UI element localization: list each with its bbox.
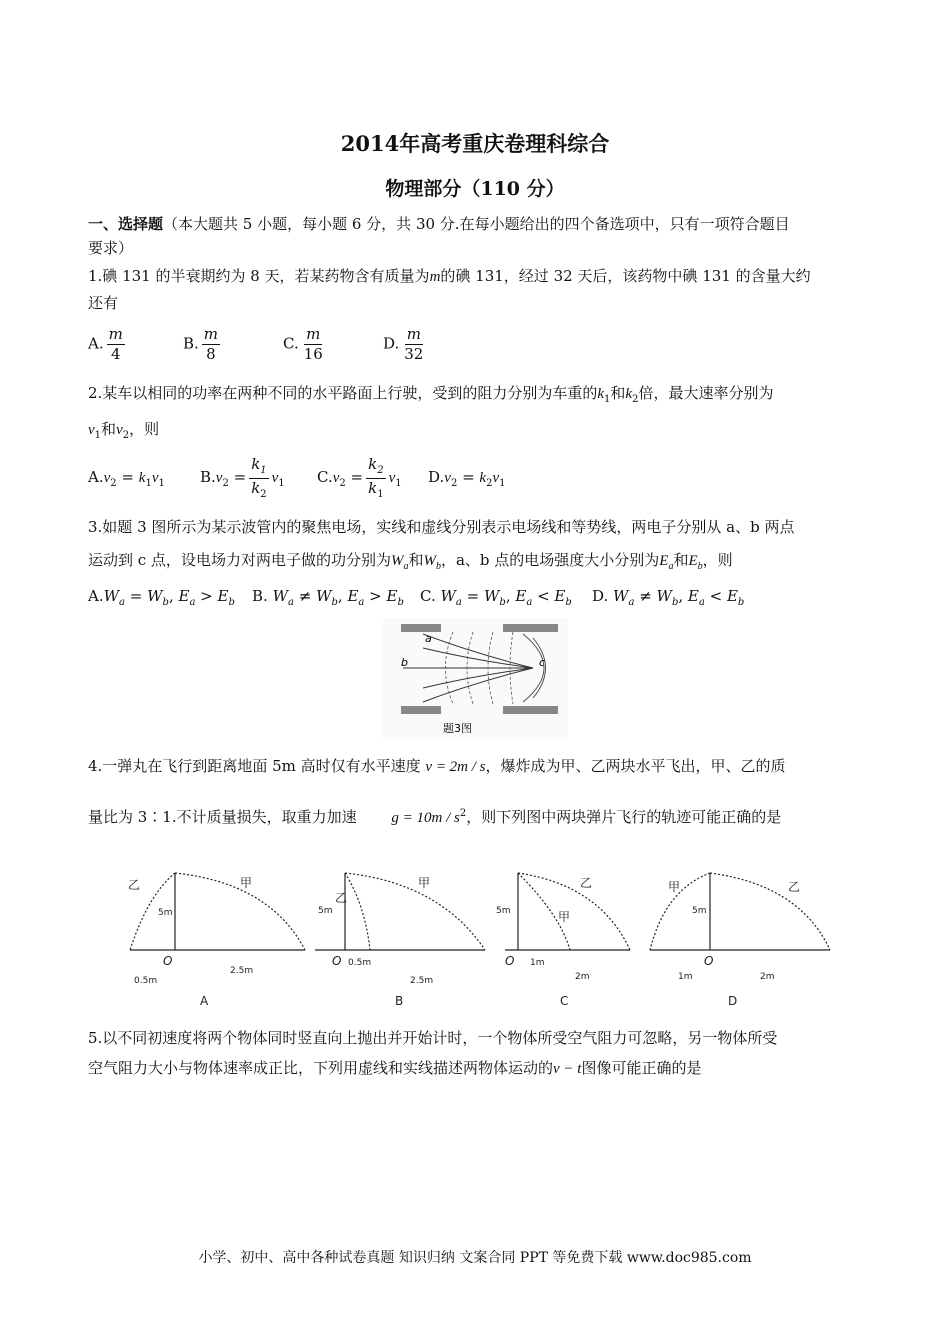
q3-figure [383, 618, 568, 740]
q1-option-b: B. $\frac{m}{8}$ [183, 325, 219, 363]
q4c-height: 5m [496, 906, 511, 916]
q2-option-b: $B.v_2$ = $\frac{k_1}{k_2}$ $v_1$ [200, 455, 285, 500]
q4-line1: 4.一弹丸在飞行到距离地面 5m 高时仅有水平速度 v = 2m / s，爆炸成为甲、乙两块水平飞出，甲、乙的质 [88, 757, 786, 775]
section-desc-1: （本大题共 5 小题，每小题 6 分，共 30 分.在每小题给出的四个备选项中，只有一项符合题目 [163, 215, 790, 233]
fig-label-c: c [539, 656, 546, 669]
q4a-origin: O [163, 954, 173, 968]
q2-line1: 2.某车以相同的功率在两种不同的水平路面上行驶，受到的阻力分别为车重的$k_1$和$k_2$倍，最大速率分别为 [88, 384, 774, 405]
q2-option-d: $D.v_2 = k_2v_1$ [428, 468, 506, 489]
q3-line1: 3.如题 3 图所示为某示波管内的聚焦电场，实线和虚线分别表示电场线和等势线，两电子分别从 a、b 两点 [88, 518, 795, 536]
q1-line2: 还有 [88, 294, 119, 312]
q4-line2: 量比为 3∶1.不计质量损失，取重力加速 $g = 10m / s^2$，则下列图中两块弹片飞行的轨迹可能正确的是 [88, 808, 782, 826]
fig-label-b: b [401, 656, 408, 669]
q2-line2: $v_1$和$v_2$，则 [88, 420, 160, 441]
q3-option-d: D. $W_a \ne W_b$, $E_a < E_b$ [592, 587, 745, 608]
q4d-left-dist: 1m [678, 972, 693, 982]
q1-option-d: D. $\frac{m}{32}$ [383, 325, 424, 363]
section-intro [88, 213, 790, 234]
q4c-left-dist: 1m [530, 958, 545, 968]
section-desc-2: 要求） [88, 239, 134, 257]
page-title: 2014年高考重庆卷理科综合 [340, 131, 610, 156]
q4a-right-piece: 甲 [240, 876, 253, 890]
q1-option-c: C. $\frac{m}{16}$ [283, 325, 323, 363]
q3-option-b: B. $W_a \ne W_b$, $E_a > E_b$ [252, 587, 404, 608]
q4b-left-dist: 0.5m [348, 958, 372, 968]
q3-caption: 题3图 [443, 722, 472, 735]
q2-option-c: $C.v_2$ = $\frac{k_2}{k_1}$ $v_1$ [317, 455, 402, 500]
q4a-label: A [200, 994, 209, 1008]
q4c-right-dist: 2m [575, 972, 590, 982]
q3-option-c: C. $W_a = W_b$, $E_a < E_b$ [420, 587, 572, 608]
q4b-right-piece: 甲 [418, 876, 431, 890]
q4d-label: D [728, 994, 738, 1008]
section-heading: 一、选择题 [88, 215, 164, 233]
q4-figures [120, 855, 840, 1010]
q5-line1: 5.以不同初速度将两个物体同时竖直向上抛出并开始计时，一个物体所受空气阻力可忽略，另一物体所受 [88, 1029, 778, 1047]
q4c-left-piece: 甲 [558, 910, 571, 924]
q2-option-a: $A.v_2 = k_1v_1$ [88, 468, 165, 489]
q4d-left-piece: 甲 [668, 880, 681, 894]
q4b-origin: O [332, 954, 342, 968]
q4b-height: 5m [318, 906, 333, 916]
q4a-left-piece: 乙 [128, 878, 141, 892]
q4b-right-dist: 2.5m [410, 976, 434, 986]
q4d-right-dist: 2m [760, 972, 775, 982]
q4a-left-dist: 0.5m [134, 976, 158, 986]
section-subtitle: 物理部分（110 分） [385, 178, 565, 200]
q4d-origin: O [704, 954, 714, 968]
q4a-height: 5m [158, 908, 173, 918]
q1-line1: 1.碘 131 的半衰期约为 8 天，若某药物含有质量为m的碘 131，经过 32 天后，该药物中碘 131 的含量大约 [88, 267, 811, 285]
q4b-left-piece: 乙 [335, 891, 348, 905]
q3-line2: 运动到 c 点，设电场力对两电子做的功分别为$W_a$和$W_b$，a、b 点的电场强度大小分别为$E_a$和$E_b$，则 [88, 551, 733, 572]
q1-option-a: A. $\frac{m}{4}$ [88, 325, 123, 363]
q3-option-a: $A.W_a = W_b$, $E_a > E_b$ [88, 587, 235, 608]
q4b-label: B [395, 994, 404, 1008]
q4a-right-dist: 2.5m [230, 966, 254, 976]
q5-line2: 空气阻力大小与物体速率成正比，下列用虚线和实线描述两物体运动的v − t图像可能正确的是 [88, 1059, 702, 1077]
q4d-right-piece: 乙 [788, 880, 801, 894]
q4d-height: 5m [692, 906, 707, 916]
q4c-label: C [560, 994, 569, 1008]
q4c-origin: O [505, 954, 515, 968]
page-footer: 小学、初中、高中各种试卷真题 知识归纳 文案合同 PPT 等免费下载 www.doc985.com [198, 1250, 752, 1266]
q4c-right-piece: 乙 [580, 876, 593, 890]
fig-label-a: a [425, 632, 432, 645]
